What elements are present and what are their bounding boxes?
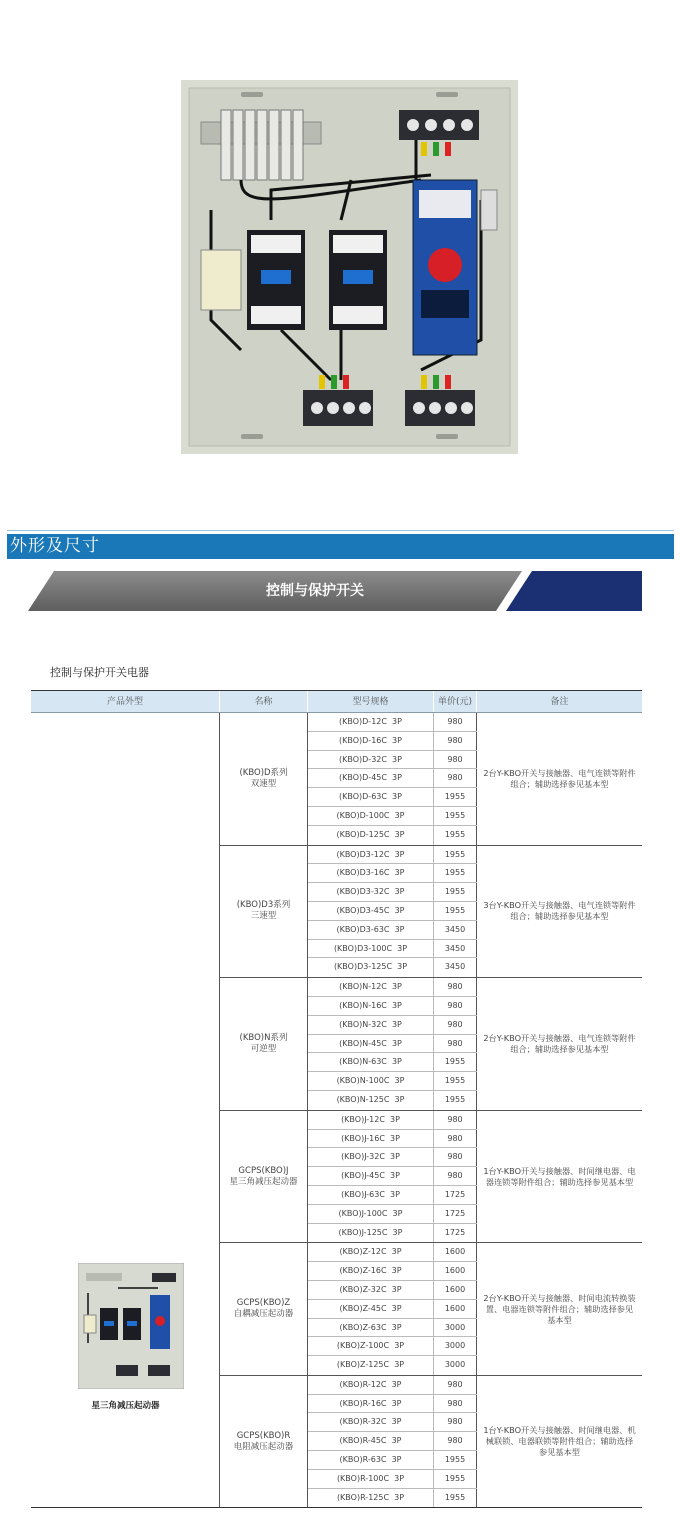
model-cell: (KBO)D-100C 3P — [308, 807, 434, 825]
price-cell: 1955 — [434, 846, 477, 864]
table-row — [308, 1186, 477, 1205]
table-row — [308, 1432, 477, 1451]
price-cell: 980 — [434, 1395, 477, 1413]
series-note: 1台Y-KBO开关与接触器、时间继电器、电器连锁等附件组合；辅助选择参见基本型 — [483, 1165, 636, 1187]
table-row — [308, 1130, 477, 1149]
table-row — [308, 883, 477, 902]
series-note: 2台Y-KBO开关与接触器、时间电流转换装置、电器连锁等附件组合；辅助选择参见基本型 — [483, 1292, 636, 1325]
price-cell: 980 — [434, 1130, 477, 1148]
price-cell: 980 — [434, 732, 477, 750]
table-row — [308, 846, 477, 865]
model-cell: (KBO)R-12C 3P — [308, 1376, 434, 1394]
price-cell: 1600 — [434, 1262, 477, 1280]
price-cell: 1725 — [434, 1186, 477, 1204]
price-cell: 1955 — [434, 1451, 477, 1469]
model-cell: (KBO)D-32C 3P — [308, 751, 434, 769]
model-cell: (KBO)R-32C 3P — [308, 1413, 434, 1431]
table-row — [308, 958, 477, 977]
table-row — [308, 751, 477, 770]
model-cell: (KBO)R-100C 3P — [308, 1470, 434, 1488]
product-column — [31, 713, 220, 1507]
model-cell: (KBO)D3-16C 3P — [308, 864, 434, 882]
series-name: GCPS(KBO)Z 自耦减压起动器 — [220, 1243, 308, 1375]
category-banner — [28, 571, 642, 611]
table-row — [308, 1035, 477, 1054]
price-cell: 3000 — [434, 1319, 477, 1337]
price-cell: 1955 — [434, 1072, 477, 1090]
price-cell: 980 — [434, 1376, 477, 1394]
series-note: 1台Y-KBO开关与接触器、时间继电器、机械联锁、电器联锁等附件组合；辅助选择参见基本型 — [483, 1425, 636, 1458]
table-body — [31, 713, 642, 1507]
section-header-bar — [7, 534, 674, 559]
price-cell: 980 — [434, 978, 477, 996]
header-note: 备注 — [550, 697, 569, 707]
table-row — [308, 902, 477, 921]
table-row — [308, 1281, 477, 1300]
table-row — [308, 1072, 477, 1091]
model-cell: (KBO)Z-16C 3P — [308, 1262, 434, 1280]
model-cell: (KBO)Z-32C 3P — [308, 1281, 434, 1299]
price-cell: 3450 — [434, 921, 477, 939]
table-row — [308, 1319, 477, 1338]
model-rows — [308, 1243, 477, 1375]
table-row — [308, 1376, 477, 1395]
table-title: 控制与保护开关电器 — [50, 666, 149, 679]
table-header — [31, 691, 642, 713]
model-cell: (KBO)N-125C 3P — [308, 1091, 434, 1110]
price-cell: 980 — [434, 713, 477, 731]
price-cell: 1955 — [434, 1053, 477, 1071]
table-row — [308, 1262, 477, 1281]
price-cell: 980 — [434, 1167, 477, 1185]
price-cell: 3000 — [434, 1356, 477, 1375]
series-name: (KBO)D系列 双速型 — [220, 713, 308, 845]
model-cell: (KBO)J-125C 3P — [308, 1224, 434, 1243]
model-rows — [308, 713, 477, 845]
table-row — [308, 769, 477, 788]
table-row — [308, 1053, 477, 1072]
model-cell: (KBO)J-16C 3P — [308, 1130, 434, 1148]
price-cell: 1725 — [434, 1205, 477, 1223]
model-cell: (KBO)D-12C 3P — [308, 713, 434, 731]
model-cell: (KBO)R-16C 3P — [308, 1395, 434, 1413]
price-cell: 1600 — [434, 1281, 477, 1299]
price-cell: 1955 — [434, 864, 477, 882]
table-row — [308, 713, 477, 732]
header-price: 单价(元) — [434, 691, 477, 712]
price-cell: 1955 — [434, 826, 477, 845]
price-cell: 1955 — [434, 902, 477, 920]
model-cell: (KBO)D-125C 3P — [308, 826, 434, 845]
model-cell: (KBO)D3-100C 3P — [308, 940, 434, 958]
model-cell: (KBO)J-45C 3P — [308, 1167, 434, 1185]
price-cell: 1600 — [434, 1300, 477, 1318]
table-row — [308, 1167, 477, 1186]
price-cell: 980 — [434, 751, 477, 769]
price-cell: 1955 — [434, 1489, 477, 1508]
model-cell: (KBO)N-16C 3P — [308, 997, 434, 1015]
table-row — [308, 1111, 477, 1130]
model-cell: (KBO)D3-32C 3P — [308, 883, 434, 901]
table-row — [308, 826, 477, 845]
model-cell: (KBO)D3-125C 3P — [308, 958, 434, 977]
header-name: 名称 — [220, 691, 308, 712]
table-row — [308, 732, 477, 751]
series-group — [220, 1243, 642, 1376]
model-cell: (KBO)Z-12C 3P — [308, 1243, 434, 1261]
series-name: (KBO)D3系列 三速型 — [220, 846, 308, 978]
model-cell: (KBO)D3-63C 3P — [308, 921, 434, 939]
series-groups — [220, 713, 642, 1507]
table-row — [308, 921, 477, 940]
price-cell: 3450 — [434, 958, 477, 977]
model-cell: (KBO)D-63C 3P — [308, 788, 434, 806]
table-row — [308, 1205, 477, 1224]
model-rows — [308, 1376, 477, 1508]
series-note: 2台Y-KBO开关与接触器、电气连锁等附件组合；辅助选择参见基本型 — [483, 767, 636, 789]
price-cell: 980 — [434, 1148, 477, 1166]
banner-title: 控制与保护开关 — [266, 583, 364, 599]
price-cell: 980 — [434, 1016, 477, 1034]
price-cell: 3450 — [434, 940, 477, 958]
series-name: GCPS(KBO)R 电阻减压起动器 — [220, 1376, 308, 1508]
model-cell: (KBO)D3-12C 3P — [308, 846, 434, 864]
model-cell: (KBO)D-45C 3P — [308, 769, 434, 787]
series-group — [220, 713, 642, 846]
table-row — [308, 788, 477, 807]
model-cell: (KBO)N-63C 3P — [308, 1053, 434, 1071]
table-row — [308, 1091, 477, 1110]
table-row — [308, 1300, 477, 1319]
model-cell: (KBO)R-63C 3P — [308, 1451, 434, 1469]
table-row — [308, 1470, 477, 1489]
model-rows — [308, 1111, 477, 1243]
model-cell: (KBO)R-45C 3P — [308, 1432, 434, 1450]
price-cell: 1725 — [434, 1224, 477, 1243]
model-cell: (KBO)J-100C 3P — [308, 1205, 434, 1223]
series-group — [220, 846, 642, 979]
table-row — [308, 997, 477, 1016]
series-name: GCPS(KBO)J 星三角减压起动器 — [220, 1111, 308, 1243]
price-cell: 980 — [434, 1432, 477, 1450]
table-row — [308, 1224, 477, 1243]
price-cell: 1600 — [434, 1243, 477, 1261]
model-cell: (KBO)Z-63C 3P — [308, 1319, 434, 1337]
model-cell: (KBO)N-45C 3P — [308, 1035, 434, 1053]
price-cell: 1955 — [434, 883, 477, 901]
model-cell: (KBO)J-32C 3P — [308, 1148, 434, 1166]
price-cell: 3000 — [434, 1337, 477, 1355]
series-note: 2台Y-KBO开关与接触器、电气连锁等附件组合；辅助选择参见基本型 — [483, 1032, 636, 1054]
table-row — [308, 978, 477, 997]
table-row — [308, 864, 477, 883]
series-group — [220, 1376, 642, 1508]
model-cell: (KBO)N-32C 3P — [308, 1016, 434, 1034]
series-group — [220, 1111, 642, 1244]
model-rows — [308, 978, 477, 1110]
model-cell: (KBO)D3-45C 3P — [308, 902, 434, 920]
table-row — [308, 807, 477, 826]
model-cell: (KBO)J-12C 3P — [308, 1111, 434, 1129]
price-cell: 1955 — [434, 807, 477, 825]
model-cell: (KBO)N-100C 3P — [308, 1072, 434, 1090]
model-cell: (KBO)Z-45C 3P — [308, 1300, 434, 1318]
table-row — [308, 1243, 477, 1262]
table-row — [308, 1356, 477, 1375]
table-row — [308, 1016, 477, 1035]
price-cell: 1955 — [434, 1091, 477, 1110]
section-title: 外形及尺寸 — [10, 536, 100, 556]
price-table — [31, 690, 642, 1508]
product-photo-panel — [181, 80, 518, 454]
series-group — [220, 978, 642, 1111]
model-rows — [308, 846, 477, 978]
price-cell: 1955 — [434, 1470, 477, 1488]
model-cell: (KBO)Z-125C 3P — [308, 1356, 434, 1375]
price-cell: 980 — [434, 1111, 477, 1129]
series-name: (KBO)N系列 可逆型 — [220, 978, 308, 1110]
table-row — [308, 1413, 477, 1432]
model-cell: (KBO)R-125C 3P — [308, 1489, 434, 1508]
header-model: 型号规格 — [308, 691, 434, 712]
table-row — [308, 1148, 477, 1167]
table-row — [308, 1489, 477, 1508]
model-cell: (KBO)D-16C 3P — [308, 732, 434, 750]
model-cell: (KBO)J-63C 3P — [308, 1186, 434, 1204]
product-caption: 星三角减压起动器 — [91, 1401, 160, 1411]
price-cell: 980 — [434, 1413, 477, 1431]
price-cell: 980 — [434, 769, 477, 787]
series-note: 3台Y-KBO开关与接触器、电气连锁等附件组合；辅助选择参见基本型 — [483, 900, 636, 922]
table-row — [308, 1451, 477, 1470]
model-cell: (KBO)N-12C 3P — [308, 978, 434, 996]
section-divider — [7, 530, 674, 531]
price-cell: 1955 — [434, 788, 477, 806]
price-cell: 980 — [434, 997, 477, 1015]
model-cell: (KBO)Z-100C 3P — [308, 1337, 434, 1355]
price-cell: 980 — [434, 1035, 477, 1053]
table-row — [308, 1395, 477, 1414]
table-row — [308, 1337, 477, 1356]
product-thumbnail — [78, 1263, 184, 1389]
header-product: 产品外型 — [31, 691, 220, 712]
table-row — [308, 940, 477, 959]
